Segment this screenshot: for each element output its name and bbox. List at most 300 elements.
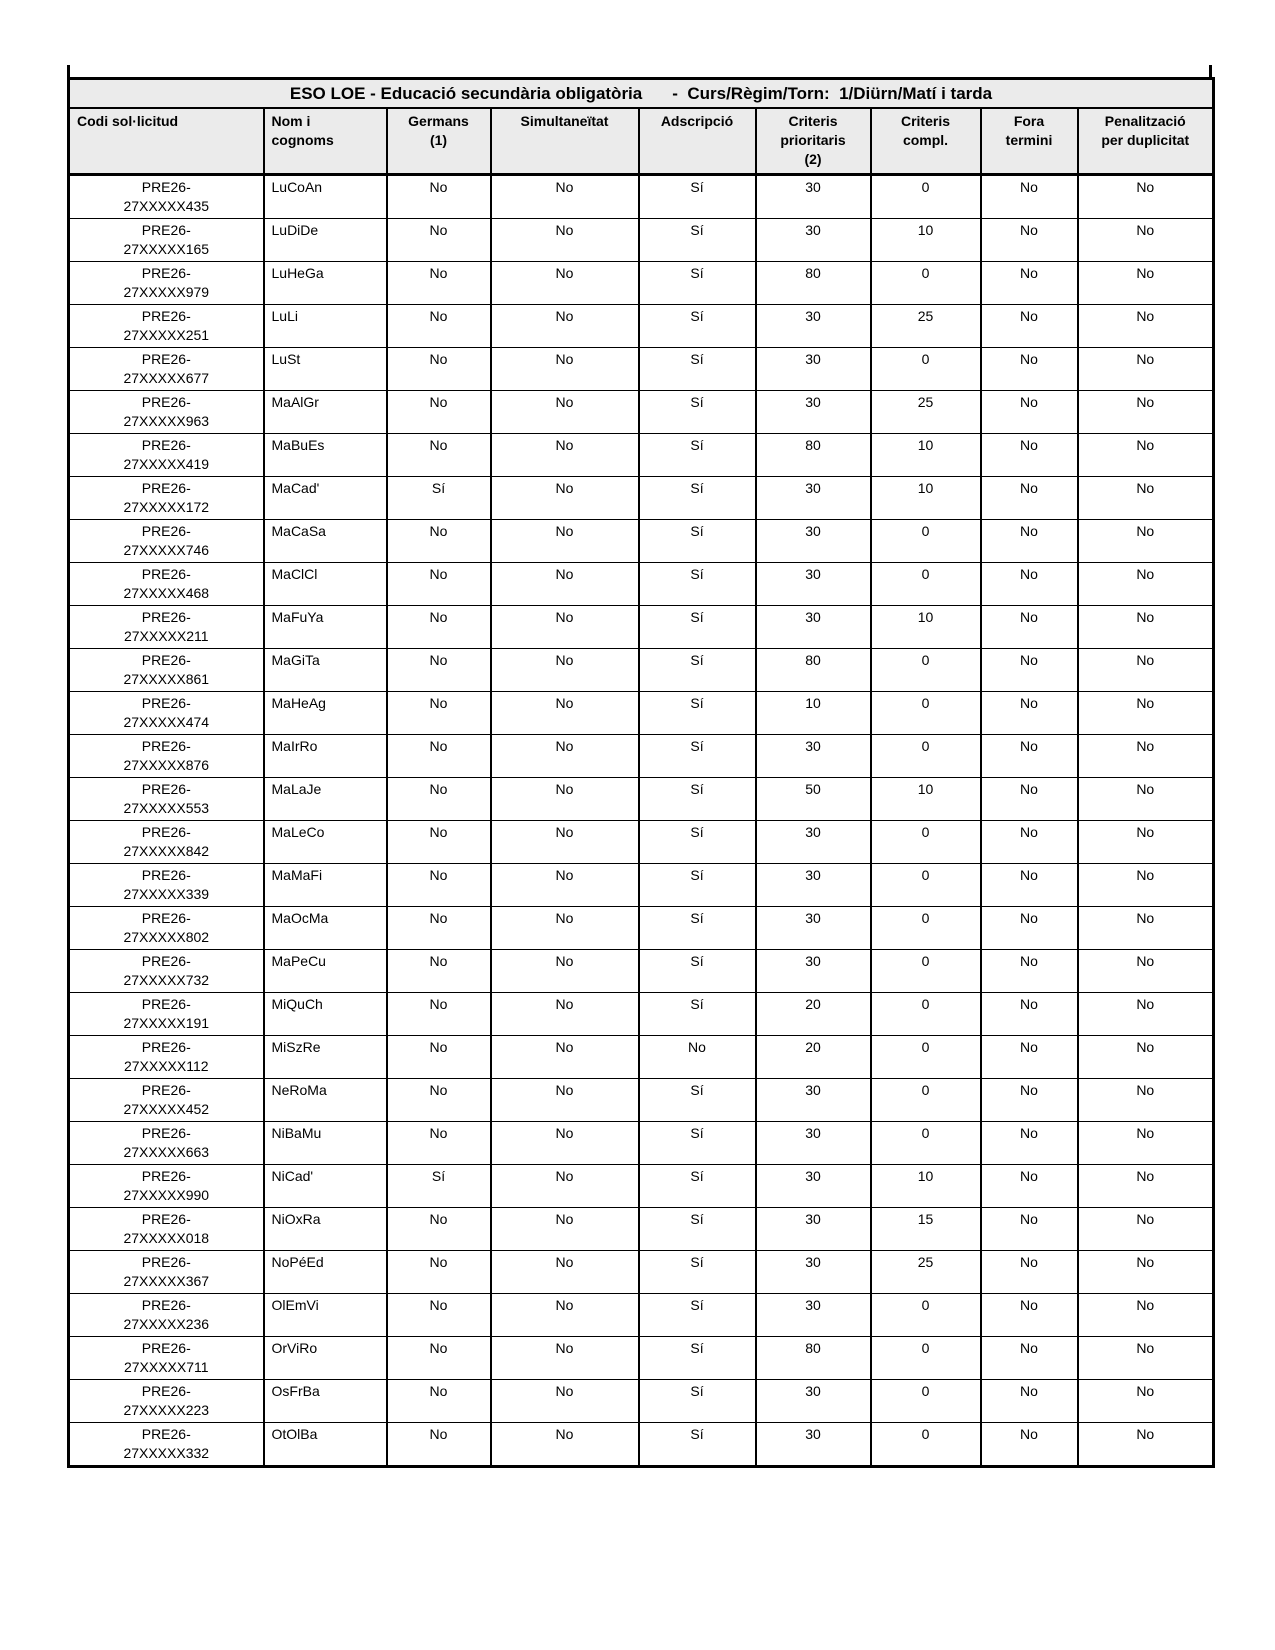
cell-penalitzacio: No bbox=[1078, 1337, 1214, 1380]
cell-criteris_prioritaris: 30 bbox=[756, 1251, 871, 1294]
cell-adscripcio: Sí bbox=[639, 219, 756, 262]
cell-criteris_compl: 0 bbox=[871, 1380, 981, 1423]
cell-simultaneitat: No bbox=[491, 348, 639, 391]
cell-codi: PRE26- 27XXXXX979 bbox=[69, 262, 264, 305]
table-row bbox=[69, 1079, 1214, 1122]
cell-fora_termini: No bbox=[981, 391, 1078, 434]
cell-codi: PRE26- 27XXXXX236 bbox=[69, 1294, 264, 1337]
cell-germans: No bbox=[387, 262, 491, 305]
cell-simultaneitat: No bbox=[491, 692, 639, 735]
cell-fora_termini: No bbox=[981, 262, 1078, 305]
cell-codi: PRE26- 27XXXXX339 bbox=[69, 864, 264, 907]
table-row bbox=[69, 477, 1214, 520]
cell-germans: No bbox=[387, 1294, 491, 1337]
cell-penalitzacio: No bbox=[1078, 864, 1214, 907]
cell-fora_termini: No bbox=[981, 175, 1078, 219]
cell-penalitzacio: No bbox=[1078, 1251, 1214, 1294]
cell-fora_termini: No bbox=[981, 1423, 1078, 1467]
cell-adscripcio: Sí bbox=[639, 993, 756, 1036]
cell-nom: MaMaFi bbox=[264, 864, 387, 907]
cell-adscripcio: Sí bbox=[639, 1122, 756, 1165]
cell-criteris_prioritaris: 30 bbox=[756, 950, 871, 993]
cell-simultaneitat: No bbox=[491, 477, 639, 520]
cell-codi: PRE26- 27XXXXX963 bbox=[69, 391, 264, 434]
cell-criteris_prioritaris: 80 bbox=[756, 649, 871, 692]
cell-adscripcio: Sí bbox=[639, 606, 756, 649]
cell-adscripcio: Sí bbox=[639, 1208, 756, 1251]
cell-criteris_prioritaris: 30 bbox=[756, 1165, 871, 1208]
cell-germans: No bbox=[387, 1036, 491, 1079]
cell-criteris_compl: 0 bbox=[871, 821, 981, 864]
cell-nom: OsFrBa bbox=[264, 1380, 387, 1423]
cell-criteris_prioritaris: 30 bbox=[756, 864, 871, 907]
cell-fora_termini: No bbox=[981, 1208, 1078, 1251]
cell-criteris_compl: 0 bbox=[871, 175, 981, 219]
table-row bbox=[69, 778, 1214, 821]
cell-germans: No bbox=[387, 563, 491, 606]
cell-nom: MaIrRo bbox=[264, 735, 387, 778]
cell-codi: PRE26- 27XXXXX842 bbox=[69, 821, 264, 864]
cell-simultaneitat: No bbox=[491, 1122, 639, 1165]
cell-penalitzacio: No bbox=[1078, 649, 1214, 692]
cell-criteris_compl: 25 bbox=[871, 305, 981, 348]
table-row bbox=[69, 649, 1214, 692]
cell-fora_termini: No bbox=[981, 1036, 1078, 1079]
cell-criteris_prioritaris: 30 bbox=[756, 305, 871, 348]
cell-criteris_compl: 0 bbox=[871, 1423, 981, 1467]
cell-codi: PRE26- 27XXXXX211 bbox=[69, 606, 264, 649]
cell-nom: MaPeCu bbox=[264, 950, 387, 993]
cell-germans: No bbox=[387, 950, 491, 993]
cell-criteris_compl: 0 bbox=[871, 348, 981, 391]
cell-nom: LuHeGa bbox=[264, 262, 387, 305]
cell-nom: MiSzRe bbox=[264, 1036, 387, 1079]
cell-criteris_compl: 0 bbox=[871, 520, 981, 563]
cell-codi: PRE26- 27XXXXX223 bbox=[69, 1380, 264, 1423]
cell-codi: PRE26- 27XXXXX165 bbox=[69, 219, 264, 262]
cell-nom: NoPéEd bbox=[264, 1251, 387, 1294]
cell-criteris_prioritaris: 20 bbox=[756, 993, 871, 1036]
cell-criteris_prioritaris: 30 bbox=[756, 391, 871, 434]
cell-penalitzacio: No bbox=[1078, 821, 1214, 864]
table-row bbox=[69, 262, 1214, 305]
cell-penalitzacio: No bbox=[1078, 305, 1214, 348]
column-header-cp: Criteris prioritaris (2) bbox=[756, 108, 871, 175]
cell-fora_termini: No bbox=[981, 1380, 1078, 1423]
cell-nom: MaCaSa bbox=[264, 520, 387, 563]
cell-adscripcio: Sí bbox=[639, 907, 756, 950]
cell-simultaneitat: No bbox=[491, 520, 639, 563]
cell-adscripcio: Sí bbox=[639, 1294, 756, 1337]
cell-adscripcio: Sí bbox=[639, 348, 756, 391]
table-title bbox=[69, 79, 1214, 109]
cell-nom: MaCad' bbox=[264, 477, 387, 520]
cell-penalitzacio: No bbox=[1078, 692, 1214, 735]
cell-penalitzacio: No bbox=[1078, 950, 1214, 993]
table-row bbox=[69, 950, 1214, 993]
cell-simultaneitat: No bbox=[491, 563, 639, 606]
table-row bbox=[69, 305, 1214, 348]
table-row bbox=[69, 606, 1214, 649]
cell-nom: MaGiTa bbox=[264, 649, 387, 692]
table-row bbox=[69, 391, 1214, 434]
cell-codi: PRE26- 27XXXXX876 bbox=[69, 735, 264, 778]
cell-nom: MaHeAg bbox=[264, 692, 387, 735]
cell-codi: PRE26- 27XXXXX746 bbox=[69, 520, 264, 563]
cell-criteris_prioritaris: 30 bbox=[756, 563, 871, 606]
cell-germans: No bbox=[387, 175, 491, 219]
cell-adscripcio: Sí bbox=[639, 950, 756, 993]
cell-simultaneitat: No bbox=[491, 175, 639, 219]
cell-simultaneitat: No bbox=[491, 219, 639, 262]
cell-nom: MaClCl bbox=[264, 563, 387, 606]
cell-codi: PRE26- 27XXXXX452 bbox=[69, 1079, 264, 1122]
cell-adscripcio: Sí bbox=[639, 175, 756, 219]
cell-simultaneitat: No bbox=[491, 305, 639, 348]
cell-codi: PRE26- 27XXXXX419 bbox=[69, 434, 264, 477]
cell-criteris_compl: 0 bbox=[871, 1079, 981, 1122]
table-row bbox=[69, 1380, 1214, 1423]
cell-fora_termini: No bbox=[981, 606, 1078, 649]
cell-germans: No bbox=[387, 606, 491, 649]
cell-penalitzacio: No bbox=[1078, 434, 1214, 477]
cell-fora_termini: No bbox=[981, 649, 1078, 692]
cell-penalitzacio: No bbox=[1078, 1079, 1214, 1122]
cell-codi: PRE26- 27XXXXX474 bbox=[69, 692, 264, 735]
cell-adscripcio: Sí bbox=[639, 477, 756, 520]
cell-criteris_prioritaris: 80 bbox=[756, 262, 871, 305]
cell-criteris_compl: 0 bbox=[871, 993, 981, 1036]
cell-penalitzacio: No bbox=[1078, 262, 1214, 305]
cell-codi: PRE26- 27XXXXX711 bbox=[69, 1337, 264, 1380]
cell-adscripcio: Sí bbox=[639, 649, 756, 692]
table-row bbox=[69, 1251, 1214, 1294]
cell-penalitzacio: No bbox=[1078, 735, 1214, 778]
cell-nom: LuSt bbox=[264, 348, 387, 391]
cell-penalitzacio: No bbox=[1078, 563, 1214, 606]
cell-criteris_compl: 0 bbox=[871, 1036, 981, 1079]
cell-criteris_compl: 10 bbox=[871, 778, 981, 821]
cell-penalitzacio: No bbox=[1078, 993, 1214, 1036]
cell-adscripcio: Sí bbox=[639, 1251, 756, 1294]
cell-germans: No bbox=[387, 348, 491, 391]
cell-codi: PRE26- 27XXXXX018 bbox=[69, 1208, 264, 1251]
cell-nom: MiQuCh bbox=[264, 993, 387, 1036]
cell-criteris_compl: 25 bbox=[871, 391, 981, 434]
cell-criteris_compl: 10 bbox=[871, 606, 981, 649]
cell-criteris_prioritaris: 30 bbox=[756, 219, 871, 262]
cell-nom: LuDiDe bbox=[264, 219, 387, 262]
cell-germans: No bbox=[387, 649, 491, 692]
cell-fora_termini: No bbox=[981, 1079, 1078, 1122]
cell-adscripcio: Sí bbox=[639, 1380, 756, 1423]
cell-simultaneitat: No bbox=[491, 778, 639, 821]
cell-germans: No bbox=[387, 520, 491, 563]
cell-criteris_compl: 10 bbox=[871, 477, 981, 520]
cell-criteris_compl: 0 bbox=[871, 735, 981, 778]
cell-criteris_compl: 0 bbox=[871, 262, 981, 305]
cell-nom: MaBuEs bbox=[264, 434, 387, 477]
column-header-ft: Fora termini bbox=[981, 108, 1078, 175]
cell-nom: MaFuYa bbox=[264, 606, 387, 649]
cell-criteris_compl: 0 bbox=[871, 950, 981, 993]
cell-criteris_compl: 0 bbox=[871, 1294, 981, 1337]
cell-simultaneitat: No bbox=[491, 1208, 639, 1251]
cell-nom: NiCad' bbox=[264, 1165, 387, 1208]
table-row bbox=[69, 1122, 1214, 1165]
cell-codi: PRE26- 27XXXXX251 bbox=[69, 305, 264, 348]
cell-simultaneitat: No bbox=[491, 907, 639, 950]
cell-germans: No bbox=[387, 735, 491, 778]
cell-fora_termini: No bbox=[981, 1294, 1078, 1337]
cell-criteris_prioritaris: 80 bbox=[756, 1337, 871, 1380]
cell-fora_termini: No bbox=[981, 477, 1078, 520]
cell-fora_termini: No bbox=[981, 778, 1078, 821]
cell-fora_termini: No bbox=[981, 1165, 1078, 1208]
column-header-ads: Adscripció bbox=[639, 108, 756, 175]
cell-penalitzacio: No bbox=[1078, 1294, 1214, 1337]
cell-fora_termini: No bbox=[981, 821, 1078, 864]
cell-fora_termini: No bbox=[981, 864, 1078, 907]
cell-codi: PRE26- 27XXXXX553 bbox=[69, 778, 264, 821]
cell-penalitzacio: No bbox=[1078, 175, 1214, 219]
cell-penalitzacio: No bbox=[1078, 219, 1214, 262]
cell-criteris_prioritaris: 30 bbox=[756, 606, 871, 649]
cell-simultaneitat: No bbox=[491, 950, 639, 993]
cell-fora_termini: No bbox=[981, 1122, 1078, 1165]
cell-germans: No bbox=[387, 821, 491, 864]
cell-codi: PRE26- 27XXXXX468 bbox=[69, 563, 264, 606]
table-row bbox=[69, 692, 1214, 735]
cell-germans: No bbox=[387, 993, 491, 1036]
cell-germans: No bbox=[387, 907, 491, 950]
cell-fora_termini: No bbox=[981, 1337, 1078, 1380]
cell-codi: PRE26- 27XXXXX677 bbox=[69, 348, 264, 391]
cell-nom: OlEmVi bbox=[264, 1294, 387, 1337]
right-tick-mark bbox=[1209, 65, 1212, 77]
cell-adscripcio: Sí bbox=[639, 305, 756, 348]
cell-codi: PRE26- 27XXXXX191 bbox=[69, 993, 264, 1036]
table-row bbox=[69, 175, 1214, 219]
cell-germans: Sí bbox=[387, 1165, 491, 1208]
cell-fora_termini: No bbox=[981, 520, 1078, 563]
cell-nom: MaAlGr bbox=[264, 391, 387, 434]
cell-simultaneitat: No bbox=[491, 1165, 639, 1208]
cell-fora_termini: No bbox=[981, 563, 1078, 606]
cell-germans: No bbox=[387, 778, 491, 821]
cell-fora_termini: No bbox=[981, 219, 1078, 262]
cell-codi: PRE26- 27XXXXX663 bbox=[69, 1122, 264, 1165]
column-header-nom: Nom i cognoms bbox=[264, 108, 387, 175]
cell-nom: LuCoAn bbox=[264, 175, 387, 219]
cell-penalitzacio: No bbox=[1078, 606, 1214, 649]
cell-criteris_prioritaris: 30 bbox=[756, 477, 871, 520]
cell-codi: PRE26- 27XXXXX861 bbox=[69, 649, 264, 692]
cell-nom: NeRoMa bbox=[264, 1079, 387, 1122]
cell-nom: OrViRo bbox=[264, 1337, 387, 1380]
cell-codi: PRE26- 27XXXXX732 bbox=[69, 950, 264, 993]
column-header-cc: Criteris compl. bbox=[871, 108, 981, 175]
cell-adscripcio: Sí bbox=[639, 1079, 756, 1122]
cell-germans: No bbox=[387, 1122, 491, 1165]
cell-simultaneitat: No bbox=[491, 1294, 639, 1337]
cell-germans: No bbox=[387, 1251, 491, 1294]
cell-penalitzacio: No bbox=[1078, 1122, 1214, 1165]
cell-criteris_compl: 0 bbox=[871, 864, 981, 907]
cell-codi: PRE26- 27XXXXX990 bbox=[69, 1165, 264, 1208]
cell-nom: MaOcMa bbox=[264, 907, 387, 950]
cell-criteris_prioritaris: 50 bbox=[756, 778, 871, 821]
cell-fora_termini: No bbox=[981, 1251, 1078, 1294]
cell-simultaneitat: No bbox=[491, 864, 639, 907]
table-row bbox=[69, 1208, 1214, 1251]
cell-simultaneitat: No bbox=[491, 993, 639, 1036]
cell-penalitzacio: No bbox=[1078, 391, 1214, 434]
cell-germans: No bbox=[387, 305, 491, 348]
cell-simultaneitat: No bbox=[491, 1036, 639, 1079]
table-row bbox=[69, 864, 1214, 907]
cell-adscripcio: Sí bbox=[639, 864, 756, 907]
cell-simultaneitat: No bbox=[491, 1079, 639, 1122]
cell-criteris_compl: 0 bbox=[871, 907, 981, 950]
cell-codi: PRE26- 27XXXXX332 bbox=[69, 1423, 264, 1467]
cell-penalitzacio: No bbox=[1078, 520, 1214, 563]
cell-criteris_compl: 10 bbox=[871, 434, 981, 477]
cell-germans: No bbox=[387, 1423, 491, 1467]
cell-penalitzacio: No bbox=[1078, 477, 1214, 520]
cell-criteris_prioritaris: 30 bbox=[756, 1380, 871, 1423]
cell-criteris_compl: 0 bbox=[871, 692, 981, 735]
table-row bbox=[69, 1337, 1214, 1380]
cell-criteris_prioritaris: 30 bbox=[756, 821, 871, 864]
table-row bbox=[69, 563, 1214, 606]
cell-codi: PRE26- 27XXXXX172 bbox=[69, 477, 264, 520]
cell-codi: PRE26- 27XXXXX367 bbox=[69, 1251, 264, 1294]
cell-fora_termini: No bbox=[981, 907, 1078, 950]
cell-adscripcio: Sí bbox=[639, 1165, 756, 1208]
cell-penalitzacio: No bbox=[1078, 778, 1214, 821]
table-row bbox=[69, 348, 1214, 391]
cell-criteris_compl: 0 bbox=[871, 1337, 981, 1380]
admissions-table-container bbox=[67, 77, 1212, 1468]
cell-germans: No bbox=[387, 1208, 491, 1251]
cell-criteris_prioritaris: 30 bbox=[756, 907, 871, 950]
cell-fora_termini: No bbox=[981, 692, 1078, 735]
cell-criteris_compl: 15 bbox=[871, 1208, 981, 1251]
cell-germans: No bbox=[387, 434, 491, 477]
cell-penalitzacio: No bbox=[1078, 1165, 1214, 1208]
cell-nom: OtOlBa bbox=[264, 1423, 387, 1467]
column-header-pd: Penalització per duplicitat bbox=[1078, 108, 1214, 175]
table-title-row bbox=[69, 79, 1214, 109]
cell-fora_termini: No bbox=[981, 993, 1078, 1036]
cell-adscripcio: Sí bbox=[639, 563, 756, 606]
cell-adscripcio: Sí bbox=[639, 434, 756, 477]
cell-criteris_prioritaris: 30 bbox=[756, 1208, 871, 1251]
cell-adscripcio: Sí bbox=[639, 1337, 756, 1380]
table-title-right: - Curs/Règim/Torn: 1/Diürn/Matí i tarda bbox=[672, 83, 993, 103]
cell-criteris_prioritaris: 10 bbox=[756, 692, 871, 735]
table-row bbox=[69, 434, 1214, 477]
column-header-ger: Germans (1) bbox=[387, 108, 491, 175]
cell-simultaneitat: No bbox=[491, 262, 639, 305]
cell-simultaneitat: No bbox=[491, 1251, 639, 1294]
cell-adscripcio: Sí bbox=[639, 735, 756, 778]
cell-penalitzacio: No bbox=[1078, 1036, 1214, 1079]
cell-nom: LuLi bbox=[264, 305, 387, 348]
cell-criteris_prioritaris: 20 bbox=[756, 1036, 871, 1079]
cell-nom: NiOxRa bbox=[264, 1208, 387, 1251]
cell-germans: No bbox=[387, 391, 491, 434]
table-row bbox=[69, 907, 1214, 950]
cell-criteris_compl: 0 bbox=[871, 649, 981, 692]
cell-codi: PRE26- 27XXXXX112 bbox=[69, 1036, 264, 1079]
cell-penalitzacio: No bbox=[1078, 1423, 1214, 1467]
cell-criteris_prioritaris: 30 bbox=[756, 1122, 871, 1165]
table-row bbox=[69, 821, 1214, 864]
cell-germans: No bbox=[387, 692, 491, 735]
cell-adscripcio: Sí bbox=[639, 262, 756, 305]
cell-criteris_compl: 25 bbox=[871, 1251, 981, 1294]
cell-simultaneitat: No bbox=[491, 1423, 639, 1467]
cell-nom: MaLeCo bbox=[264, 821, 387, 864]
cell-criteris_prioritaris: 80 bbox=[756, 434, 871, 477]
cell-fora_termini: No bbox=[981, 950, 1078, 993]
table-header-row bbox=[69, 108, 1214, 175]
cell-criteris_prioritaris: 30 bbox=[756, 1079, 871, 1122]
cell-adscripcio: Sí bbox=[639, 391, 756, 434]
cell-simultaneitat: No bbox=[491, 434, 639, 477]
cell-penalitzacio: No bbox=[1078, 1380, 1214, 1423]
cell-criteris_compl: 10 bbox=[871, 1165, 981, 1208]
table-row bbox=[69, 219, 1214, 262]
cell-germans: No bbox=[387, 1079, 491, 1122]
cell-criteris_prioritaris: 30 bbox=[756, 1294, 871, 1337]
cell-penalitzacio: No bbox=[1078, 1208, 1214, 1251]
cell-adscripcio: Sí bbox=[639, 520, 756, 563]
cell-penalitzacio: No bbox=[1078, 907, 1214, 950]
cell-codi: PRE26- 27XXXXX435 bbox=[69, 175, 264, 219]
cell-simultaneitat: No bbox=[491, 391, 639, 434]
column-header-codi: Codi sol·licitud bbox=[69, 108, 264, 175]
cell-criteris_compl: 10 bbox=[871, 219, 981, 262]
cell-criteris_prioritaris: 30 bbox=[756, 520, 871, 563]
cell-simultaneitat: No bbox=[491, 1337, 639, 1380]
cell-criteris_prioritaris: 30 bbox=[756, 1423, 871, 1467]
table-body bbox=[69, 175, 1214, 1467]
cell-adscripcio: Sí bbox=[639, 692, 756, 735]
cell-germans: No bbox=[387, 219, 491, 262]
cell-criteris_prioritaris: 30 bbox=[756, 735, 871, 778]
column-header-sim: Simultaneïtat bbox=[491, 108, 639, 175]
table-row bbox=[69, 1036, 1214, 1079]
cell-adscripcio: Sí bbox=[639, 821, 756, 864]
table-row bbox=[69, 993, 1214, 1036]
cell-nom: MaLaJe bbox=[264, 778, 387, 821]
admissions-table bbox=[67, 77, 1215, 1468]
cell-simultaneitat: No bbox=[491, 649, 639, 692]
left-tick-mark bbox=[67, 65, 70, 77]
cell-fora_termini: No bbox=[981, 434, 1078, 477]
cell-criteris_prioritaris: 30 bbox=[756, 175, 871, 219]
cell-germans: Sí bbox=[387, 477, 491, 520]
cell-penalitzacio: No bbox=[1078, 348, 1214, 391]
cell-fora_termini: No bbox=[981, 735, 1078, 778]
cell-criteris_prioritaris: 30 bbox=[756, 348, 871, 391]
cell-germans: No bbox=[387, 1380, 491, 1423]
table-row bbox=[69, 735, 1214, 778]
cell-nom: NiBaMu bbox=[264, 1122, 387, 1165]
